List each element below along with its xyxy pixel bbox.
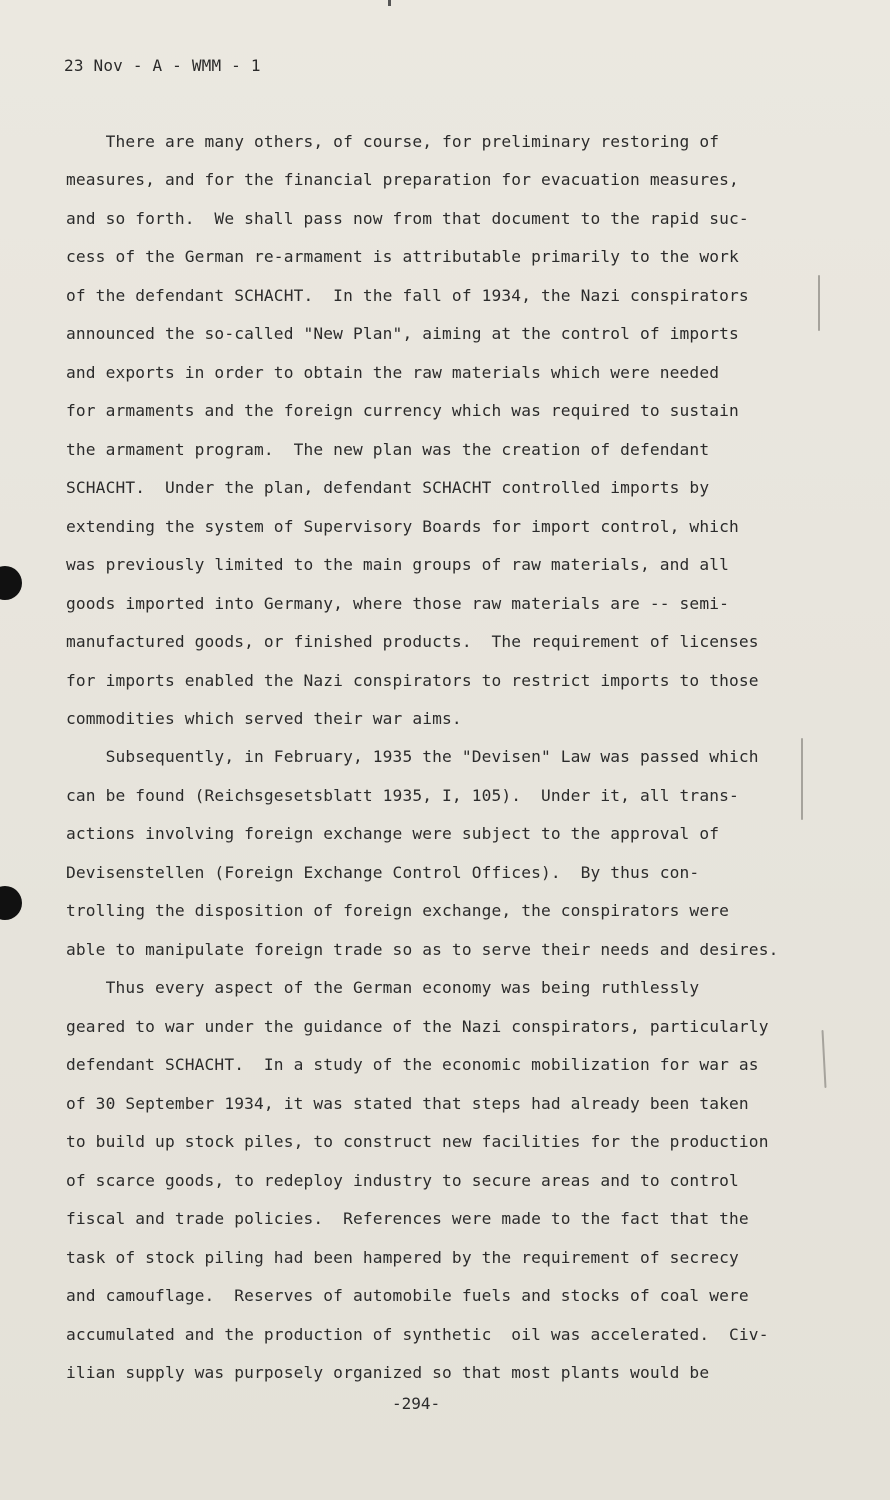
page-number: -294-: [392, 1394, 441, 1413]
body-line: of the defendant SCHACHT. In the fall of 1934, the Nazi conspirators: [66, 286, 749, 305]
body-line: actions involving foreign exchange were subject to the approval of: [66, 824, 720, 843]
body-line: for imports enabled the Nazi conspirators to restrict imports to those: [66, 671, 759, 690]
body-line: was previously limited to the main groups of raw materials, and all: [66, 555, 730, 574]
body-line: able to manipulate foreign trade so as to serve their needs and desires.: [66, 940, 779, 959]
body-line: manufactured goods, or finished products. The requirement of licenses: [66, 632, 759, 651]
body-line: commodities which served their war aims.: [66, 709, 462, 728]
body-line: extending the system of Supervisory Boards for import control, which: [66, 517, 739, 536]
body-line: of 30 September 1934, it was stated that steps had already been taken: [66, 1094, 749, 1113]
body-line: goods imported into Germany, where those raw materials are -- semi-: [66, 594, 730, 613]
body-line: accumulated and the production of synthetic oil was accelerated. Civ-: [66, 1325, 769, 1344]
body-line: to build up stock piles, to construct new facilities for the production: [66, 1132, 769, 1151]
body-line: and exports in order to obtain the raw materials which were needed: [66, 363, 720, 382]
body-line: SCHACHT. Under the plan, defendant SCHACHT controlled imports by: [66, 478, 710, 497]
body-line: and camouflage. Reserves of automobile fuels and stocks of coal were: [66, 1286, 749, 1305]
body-line: announced the so-called "New Plan", aiming at the control of imports: [66, 324, 739, 343]
body-line: the armament program. The new plan was the creation of defendant: [66, 440, 710, 459]
body-line: cess of the German re-armament is attributable primarily to the work: [66, 247, 739, 266]
body-line: fiscal and trade policies. References were made to the fact that the: [66, 1209, 749, 1228]
body-line: defendant SCHACHT. In a study of the economic mobilization for war as: [66, 1055, 759, 1074]
body-line: can be found (Reichsgesetsblatt 1935, I, 105). Under it, all trans-: [66, 786, 739, 805]
body-line: Thus every aspect of the German economy was being ruthlessly: [66, 978, 700, 997]
body-line: and so forth. We shall pass now from that document to the rapid suc-: [66, 209, 749, 228]
body-line: ilian supply was purposely organized so that most plants would be: [66, 1363, 710, 1382]
body-line: of scarce goods, to redeploy industry to secure areas and to control: [66, 1171, 739, 1190]
body-line: measures, and for the financial preparation for evacuation measures,: [66, 170, 739, 189]
body-line: geared to war under the guidance of the Nazi conspirators, particularly: [66, 1017, 769, 1036]
page-header: 23 Nov - A - WMM - 1: [64, 56, 261, 75]
body-line: trolling the disposition of foreign exchange, the conspirators were: [66, 901, 730, 920]
body-line: Devisenstellen (Foreign Exchange Control Offices). By thus con-: [66, 863, 700, 882]
body-line: for armaments and the foreign currency which was required to sustain: [66, 401, 739, 420]
body-line: task of stock piling had been hampered by the requirement of secrecy: [66, 1248, 739, 1267]
body-line: Subsequently, in February, 1935 the "Devisen" Law was passed which: [66, 747, 759, 766]
body-line: There are many others, of course, for preliminary restoring of: [66, 132, 720, 151]
